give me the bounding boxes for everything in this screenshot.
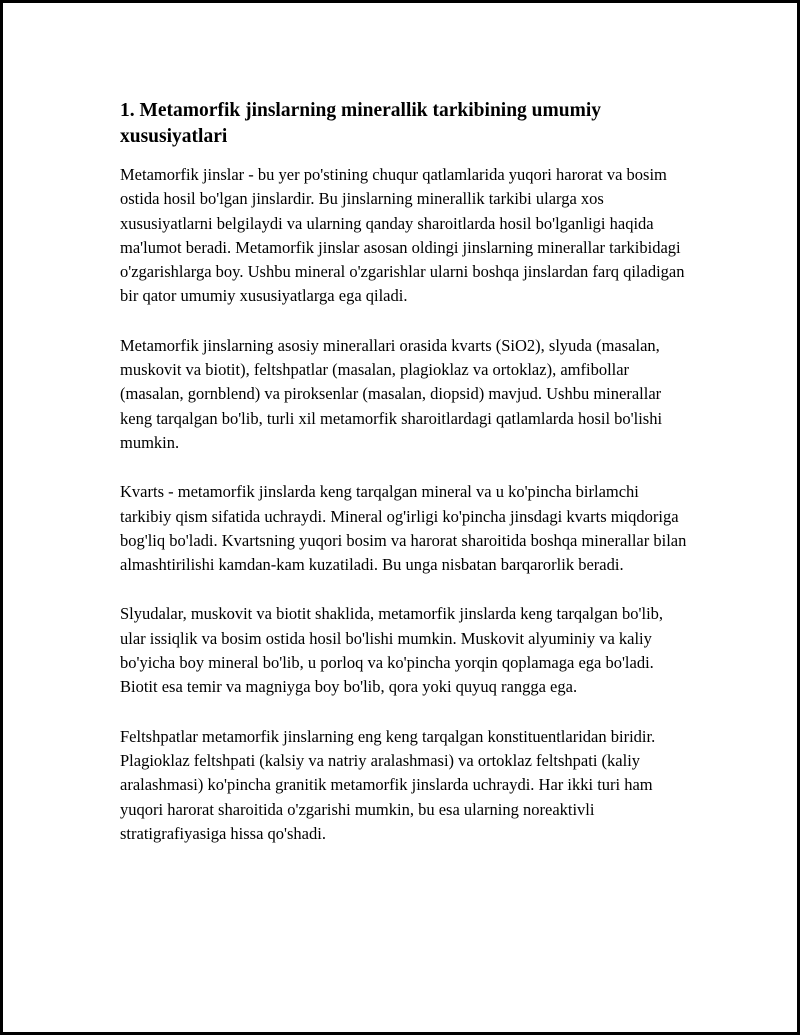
paragraph-main-minerals: Metamorfik jinslarning asosiy minerallari orasida kvarts (SiO2), slyuda (masalan, muskovit va biotit), feltshpatlar (masalan, plagioklaz va ortoklaz), amfibollar (masalan, gornblend) va piroksenlar (masalan, diopsid) mavjud. Ushbu minerallar keng tarqalgan bo'lib, turli xil metamorfik sharoitlardagi qatlamlarda hosil bo'lishi mumkin. <box>120 335 663 452</box>
paragraph-intro: Metamorfik jinslar - bu yer po'stining chuqur qatlamlarida yuqori harorat va bosim ostida hosil bo'lgan jinslardir. Bu jinslarning minerallik tarkibi ularga xos xususiyatlarni belgilaydi va ularning qanday sharoitlarda hosil bo'lganligi haqida ma'lumot beradi. Metamorfik jinslar asosan oldingi jinslarning minerallar tarkibidagi o'zgarishlarga boy. Ushbu mineral o'zgarishlar ularni boshqa jinslardan farq qiladigan bir qator umumiy xususiyatlarga ega qiladi. <box>120 165 685 306</box>
paragraph-mica: Slyudalar, muskovit va biotit shaklida, metamorfik jinslarda keng tarqalgan bo'lib, ular issiqlik va bosim ostida hosil bo'lishi mumkin. Muskovit alyuminiy va kaliy bo'yicha boy mineral bo'lib, u porloq va ko'pincha yorqin qoplamaga ega bo'ladi. Biotit esa temir va magniyga boy bo'lib, qora yoki quyuq rangga ega. <box>120 604 664 697</box>
section-heading: 1. Metamorfik jinslarning minerallik tarkibining umumiy xususiyatlari <box>120 100 602 147</box>
paragraph-feldspar: Feltshpatlar metamorfik jinslarning eng keng tarqalgan konstituentlaridan biridir. Plagioklaz feltshpati (kalsiy va natriy aralashmasi) va ortoklaz feltshpati (kaliy aralashmasi) ko'pincha granitik metamorfik jinslarda uchraydi. Har ikki turi ham yuqori harorat sharoitida o'zgarishi mumkin, bu esa ularning noreaktivli stratigrafiyasiga hissa qo'shadi. <box>120 726 656 843</box>
document-body <box>120 98 690 871</box>
paragraph-quartz: Kvarts - metamorfik jinslarda keng tarqalgan mineral va u ko'pincha birlamchi tarkibiy qism sifatida uchraydi. Mineral og'irligi ko'pincha jinsdagi kvarts miqdoriga bog'liq bo'ladi. Kvartsning yuqori bosim va harorat sharoitida boshqa minerallar bilan almashtirilishi kamdan-kam kuzatiladi. Bu unga nisbatan barqarorlik beradi. <box>120 482 687 575</box>
